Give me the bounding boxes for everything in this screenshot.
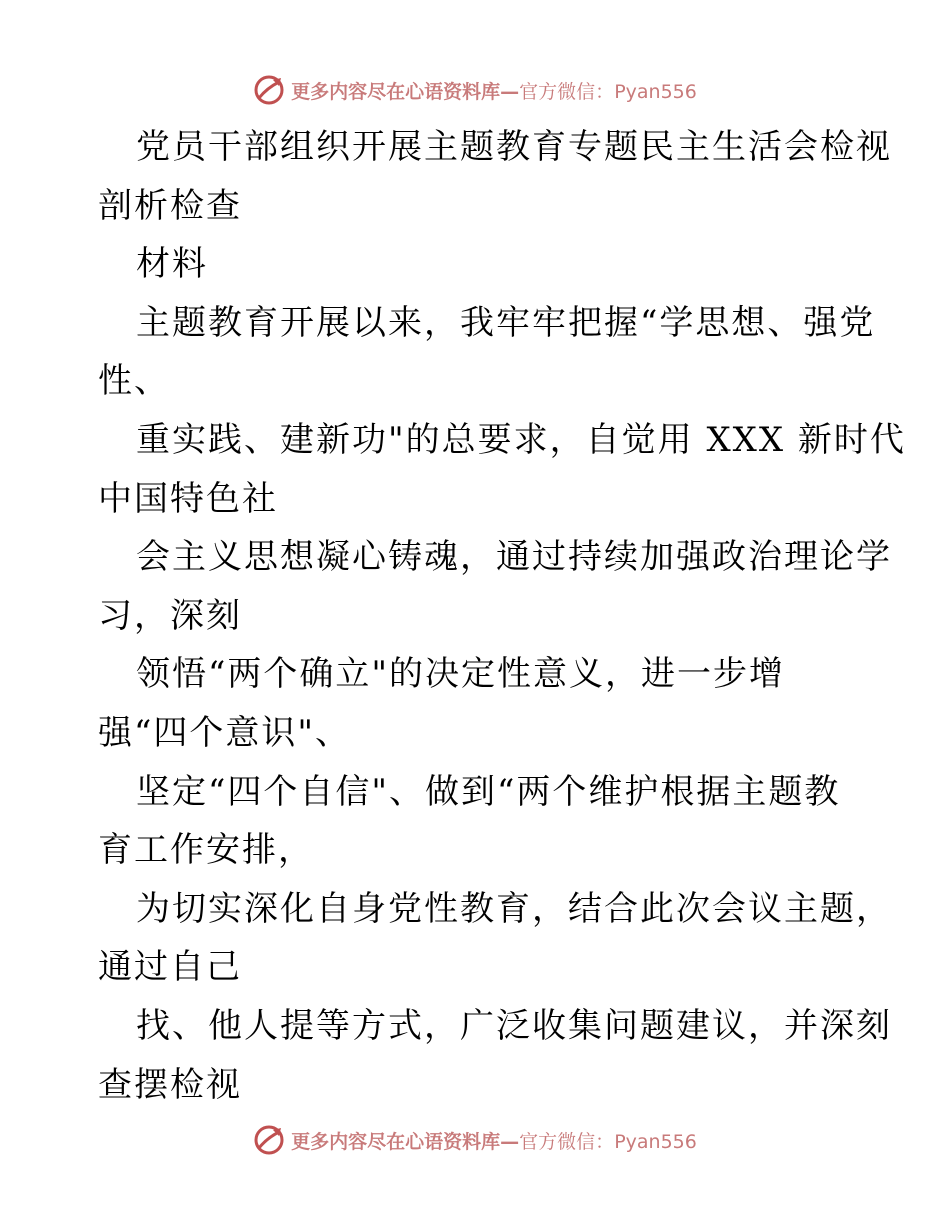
paragraph-line: 领悟“两个确立"的决定性意义，进一步增 — [136, 654, 786, 695]
document-title-line: 剖析检查 — [98, 185, 242, 226]
pen-swirl-logo-icon — [253, 1124, 285, 1156]
banner-label: 更多内容尽在心语资料库—官方微信：Pyan556 — [291, 80, 697, 103]
paragraph-line: 性、 — [98, 361, 170, 402]
document-title-line: 党员干部组织开展主题教育专题民主生活会检视 — [136, 127, 892, 167]
document-title-line: 材料 — [136, 244, 208, 285]
paragraph-line: 会主义思想凝心铸魂，通过持续加强政治理论学 — [136, 537, 892, 578]
paragraph-line: 重实践、建新功"的总要求，自觉用 XXX 新时代 — [136, 419, 906, 460]
paragraph-line: 中国特色社 — [98, 478, 278, 519]
paragraph-line: 查摆检视 — [98, 1064, 242, 1105]
paragraph-line: 强“四个意识"、 — [98, 712, 352, 753]
header-banner — [0, 70, 950, 110]
paragraph-line: 习，深刻 — [98, 595, 242, 636]
paragraph-line: 找、他人提等方式，广泛收集问题建议，并深刻 — [136, 1005, 892, 1046]
paragraph-line: 坚定“四个自信"、做到“两个维护根据主题教 — [136, 771, 841, 812]
banner-label: 更多内容尽在心语资料库—官方微信：Pyan556 — [291, 1130, 697, 1153]
footer-banner — [0, 1120, 950, 1160]
paragraph-line: 通过自己 — [98, 947, 242, 988]
paragraph-line: 为切实深化自身党性教育，结合此次会议主题， — [136, 888, 892, 929]
document-body — [98, 118, 906, 1114]
pen-swirl-logo-icon — [253, 74, 285, 106]
paragraph-line: 育工作安排， — [98, 830, 314, 871]
paragraph-line: 主题教育开展以来，我牢牢把握“学思想、强党 — [136, 302, 876, 343]
